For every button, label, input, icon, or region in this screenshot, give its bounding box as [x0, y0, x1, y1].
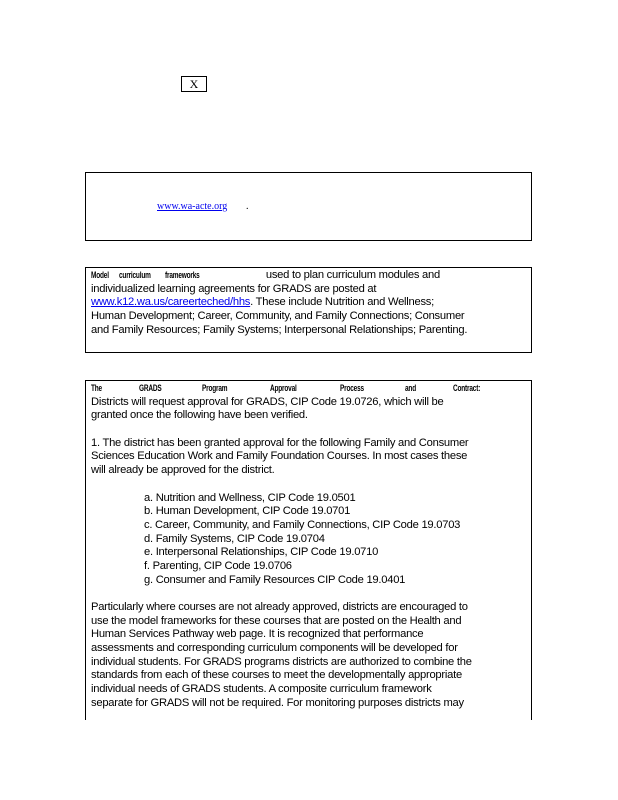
text-line: use the model frameworks for these courses that are posted on the Health and [91, 614, 462, 627]
lead-words [91, 269, 259, 283]
text-line: individualized learning agreements for GRADS are posted at [91, 282, 377, 295]
heading-word: Process [339, 383, 364, 393]
model-curriculum-box [85, 267, 532, 353]
text-line [91, 296, 526, 310]
text-line: Sciences Education Work and Family Foundation Courses. In most cases these [91, 450, 468, 463]
text-line: individual students. For GRADS programs districts are authorized to combine the [91, 655, 472, 668]
heading-word: and [405, 383, 417, 393]
heading-word: Contract: [453, 383, 481, 393]
text-line: and Family Resources; Family Systems; Interpersonal Relationships; Parenting. [91, 323, 468, 336]
heading-word: Approval [270, 383, 297, 393]
text-line: granted once the following have been verified. [91, 409, 308, 422]
approval-process-text [91, 382, 526, 711]
text-line: individual needs of GRADS students. A composite curriculum framework [91, 683, 432, 696]
list-item: c. Career, Community, and Family Connections, CIP Code 19.0703 [144, 518, 461, 531]
list-item: b. Human Development, CIP Code 19.0701 [144, 505, 351, 518]
approval-process-box [85, 380, 532, 720]
lead-word: Model [91, 270, 109, 280]
text-line: Human Services Pathway web page. It is recognized that performance [91, 628, 424, 641]
heading-word: GRADS [138, 383, 162, 393]
section-heading [91, 382, 491, 396]
wa-acte-link[interactable]: www.wa-acte.org [157, 201, 228, 212]
text-line: Particularly where courses are not already approved, districts are encouraged to [91, 601, 468, 613]
k12-link[interactable]: www.k12.wa.us/careerteched/hhs [91, 296, 251, 309]
list-item: d. Family Systems, CIP Code 19.0704 [144, 532, 325, 545]
heading-word: The [91, 383, 102, 393]
acte-link-box [85, 172, 532, 241]
list-item: e. Interpersonal Relationships, CIP Code 19.0710 [144, 546, 379, 559]
list-item: a. Nutrition and Wellness, CIP Code 19.0501 [144, 491, 356, 504]
model-curriculum-text [91, 269, 526, 337]
heading-word: Program [202, 383, 228, 393]
lead-word: curriculum [118, 270, 151, 280]
list-item: f. Parenting, CIP Code 19.0706 [144, 559, 292, 572]
text-line: separate for GRADS will not be required. For monitoring purposes districts may [91, 696, 464, 709]
text-line: Districts will request approval for GRADS, CIP Code 19.0726, which will be [91, 395, 444, 408]
text-line: 1. The district has been granted approval for the following Family and Consumer [91, 436, 469, 449]
text-line: standards from each of these courses to meet the developmentally appropriate [91, 669, 462, 682]
link-trailing-period: . [246, 201, 249, 212]
line3-rest: . These include Nutrition and Wellness; [250, 296, 435, 309]
lead-word: frameworks [165, 270, 201, 280]
text-line: Human Development; Career, Community, and Family Connections; Consumer [91, 310, 465, 323]
checkbox-x[interactable]: X [181, 76, 207, 92]
text-line: will already be approved for the district. [91, 464, 275, 477]
list-item: g. Consumer and Family Resources CIP Code 19.0401 [144, 573, 406, 586]
text-line: assessments and corresponding curriculum components will be developed for [91, 642, 458, 655]
line1-rest: used to plan curriculum modules and [265, 269, 440, 281]
text-line [91, 269, 526, 283]
